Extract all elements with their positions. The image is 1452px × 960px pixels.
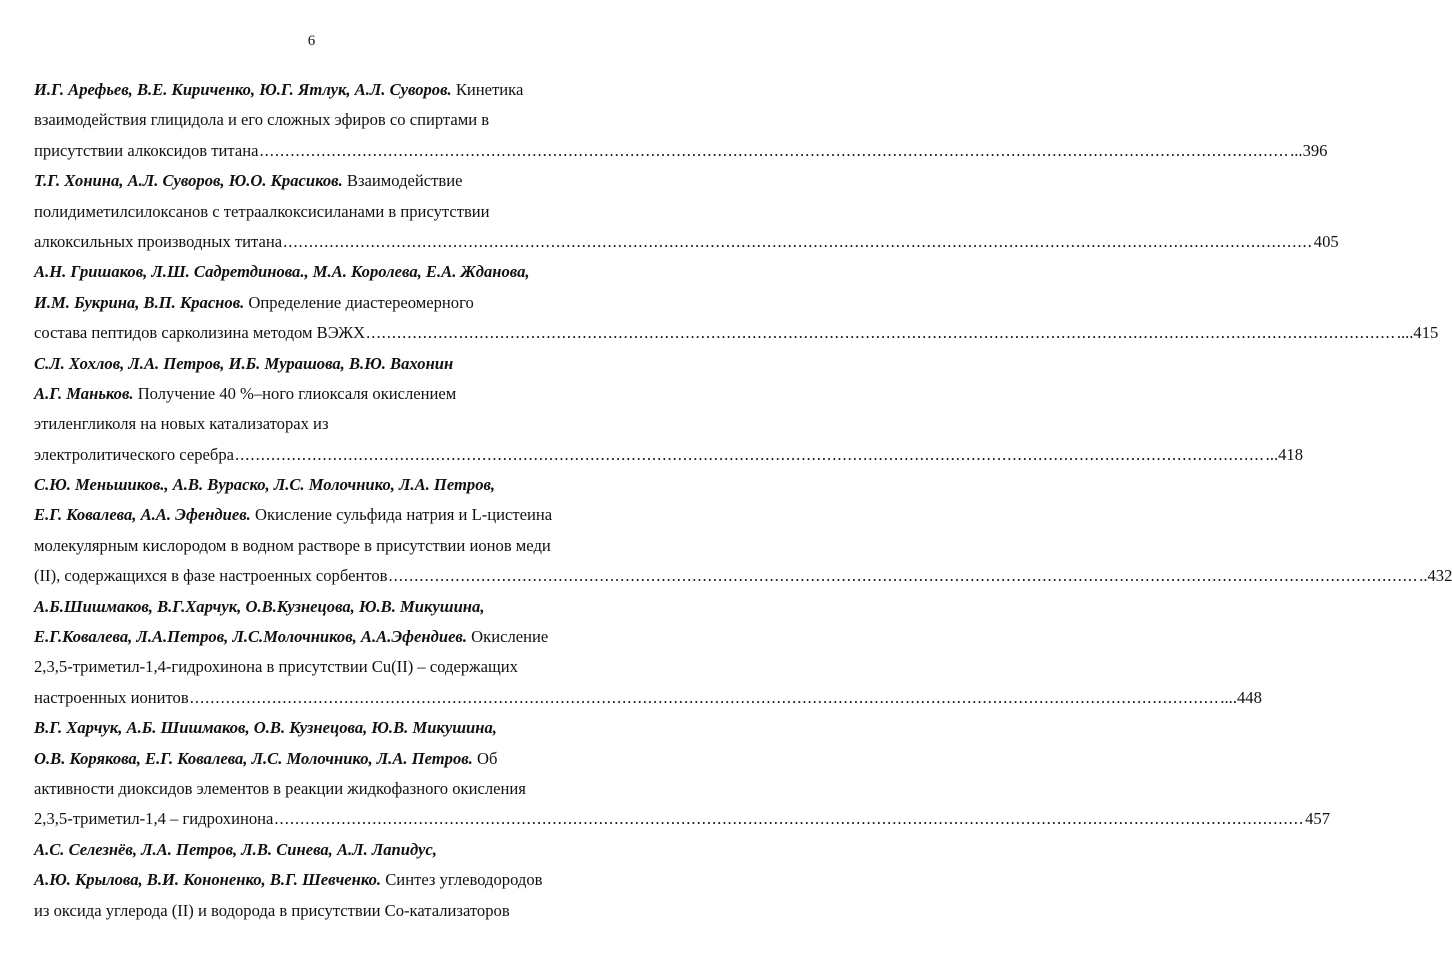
toc-line [34,470,590,500]
toc-line [34,105,590,135]
toc-line [34,409,590,439]
toc-line [34,197,590,227]
toc-line [34,652,590,682]
entry-authors: А.Г. Маньков. [34,383,134,403]
page-ref [1290,136,1327,166]
toc-entry [34,835,590,926]
toc-entry [34,166,1339,257]
toc-line [34,835,590,865]
toc-line [34,744,590,774]
toc-line [34,75,590,105]
page-ref-prefix: .... [1220,687,1237,707]
entry-title-text: молекулярным кислородом в водном растворе в присутствии ионов меди [34,535,551,555]
page-ref [1266,440,1303,470]
page-ref-number: 448 [1236,687,1262,707]
toc-entry [34,592,1262,714]
entry-title-text: полидиметилсилоксанов с тетраалкоксисиланами в присутствии [34,201,490,221]
entry-authors: Е.Г.Ковалева, Л.А.Петров, Л.С.Молочников, А.А.Эфендиев. [34,627,467,647]
entry-title-text: из оксида углерода (II) и водорода в присутствии Со-катализаторов [34,900,510,920]
toc-line [34,896,590,926]
page-ref [1305,804,1330,834]
entry-title-text: Взаимодействие [342,171,463,191]
entry-title-text: Об [472,748,498,768]
toc-line [34,379,590,409]
entry-title-text: Получение 40 %–ного глиоксаля окислением [133,383,457,403]
page-ref-prefix: .... [1396,323,1414,343]
page-ref-number: 457 [1305,809,1330,829]
toc-line [34,440,1304,470]
leader-dots: ........................................................................................................................................................................................................ [189,687,1220,707]
entry-title-text: взаимодействия глицидола и его сложных эфиров со спиртами в [34,110,490,130]
page-number: 6 [307,33,316,49]
leader-dots: ........................................................................................................................................................................................................ [366,323,1396,343]
entry-title-text: состава пептидов сарколизина методом ВЭЖХ [34,323,366,343]
toc-entry [34,75,1328,166]
entry-authors: В.Г. Харчук, А.Б. Шишмаков, О.В. Кузнецова, Ю.В. Микушина, [34,718,497,738]
toc-line [34,288,590,318]
page-ref-number: 432 [1427,566,1452,586]
toc-line [34,531,590,561]
toc-line [34,257,590,287]
entry-title-text: этиленгликоля на новых катализаторах из [34,414,329,434]
leader-dots: ........................................................................................................................................................................................................ [283,231,1313,251]
entry-authors: А.С. Селезнёв, Л.А. Петров, Л.В. Синева, А.Л. Лапидус, [34,839,437,859]
entry-authors: Т.Г. Хонина, А.Л. Суворов, Ю.О. Красиков. [34,171,343,191]
toc-line [34,713,590,743]
table-of-contents [34,75,1452,926]
toc-line [34,622,590,652]
entry-title-text: Окисление сульфида натрия и L-цистеина [250,505,553,525]
toc-line [34,774,590,804]
entry-title-text: настроенных ионитов [34,687,189,707]
entry-authors: А.Б.Шишмаков, В.Г.Харчук, О.В.Кузнецова, Ю.В. Микушина, [34,596,485,616]
toc-entry [34,257,1439,348]
entry-title-text: алкоксильных производных титана [34,231,283,251]
toc-entry [34,470,1452,592]
entry-authors: И.Г. Арефьев, В.Е. Кириченко, Ю.Г. Ятлук, А.Л. Суворов. [34,80,452,99]
page-ref-number: 405 [1313,231,1339,251]
page-ref [1397,318,1438,348]
toc-line [34,865,590,895]
page-ref-number: 418 [1278,444,1304,464]
toc-line [34,166,590,196]
page-ref-prefix: .. [1419,566,1428,586]
toc-line [34,683,1262,713]
entry-title-text: 2,3,5-триметил-1,4 – гидрохинона [34,809,274,829]
toc-line [34,592,590,622]
toc-line [34,500,590,530]
page-ref-number: 415 [1413,323,1439,343]
entry-authors: А.Н. Гришаков, Л.Ш. Садретдинова., М.А. Королева, Е.А. Жданова, [34,262,530,282]
entry-title-text: (II), содержащихся в фазе настроенных сорбентов [34,566,388,586]
toc-line [34,136,1328,166]
leader-dots: ........................................................................................................................................................................................................ [259,140,1290,160]
entry-authors: А.Ю. Крылова, В.И. Кононенко, В.Г. Шевченко. [34,870,382,890]
toc-line [34,349,590,379]
page-ref-number: 396 [1302,140,1328,160]
entry-title-text: Кинетика [451,80,524,99]
page-ref [1419,561,1452,591]
toc-entry [34,713,1330,835]
leader-dots: ........................................................................................................................................................................................................ [234,444,1265,464]
entry-title-text: присутствии алкоксидов титана [34,140,259,160]
entry-title-text: Определение диастереомерного [244,292,474,312]
page-ref [1220,683,1261,713]
entry-title-text: активности диоксидов элементов в реакции жидкофазного окисления [34,778,526,798]
page-ref [1314,227,1339,257]
entry-authors: И.М. Букрина, В.П. Краснов. [34,292,245,312]
entry-authors: Е.Г. Ковалева, А.А. Эфендиев. [34,505,251,525]
entry-authors: О.В. Корякова, Е.Г. Ковалева, Л.С. Молочнико, Л.А. Петров. [34,748,473,768]
toc-line [34,227,1339,257]
entry-title-text: Синтез углеводородов [381,870,543,890]
toc-entry [34,349,1304,471]
entry-title-text: Окисление [467,627,549,647]
toc-line [34,561,1452,591]
leader-dots: ........................................................................................................................................................................................................ [274,809,1305,829]
leader-dots: ........................................................................................................................................................................................................ [388,566,1419,586]
page-ref-prefix: ... [1290,140,1303,160]
toc-line [34,804,1330,834]
toc-line [34,318,1439,348]
page-ref-prefix: ... [1265,444,1279,464]
entry-authors: С.Л. Хохлов, Л.А. Петров, И.Б. Мурашова, В.Ю. Вахонин [34,353,454,373]
entry-title-text: 2,3,5-триметил-1,4-гидрохинона в присутствии Cu(II) – содержащих [34,657,518,677]
entry-authors: С.Ю. Меньшиков., А.В. Вураско, Л.С. Молочнико, Л.А. Петров, [34,475,496,495]
entry-title-text: электролитического серебра [34,444,234,464]
